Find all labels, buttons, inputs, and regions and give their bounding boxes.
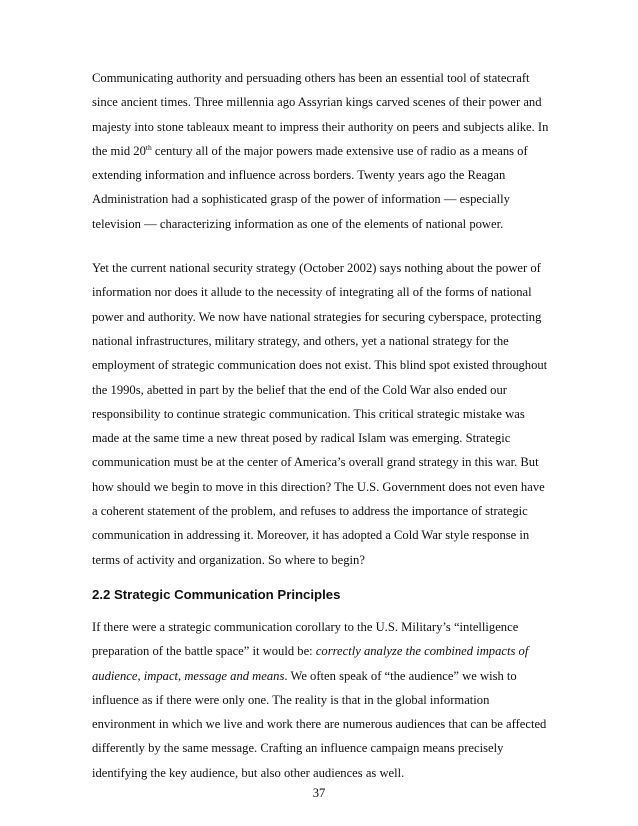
emphasized-text: correctly analyze the combined impacts of audience, impact, message and means <box>92 644 529 683</box>
paragraph-text: Communicating authority and persuading others has been an essential tool of statecraft since ancient times. Three millennia ago Assyrian kings carved scenes of their power and majesty into stone tableaux meant to impress their authority on peers and subjects alike. In the mid 20 <box>92 71 549 158</box>
paragraph-spacer <box>92 236 550 256</box>
paragraph-principles <box>92 615 550 785</box>
document-body <box>92 66 550 785</box>
paragraph-text: century all of the major powers made extensive use of radio as a means of extending information and influence across borders. Twenty years ago the Reagan Administration had a sophisticated grasp of the power of information — especially television — characterizing information as one of the elements of national power. <box>92 143 528 231</box>
paragraph-national-security-strategy: Yet the current national security strategy (October 2002) says nothing about the power of information nor does it allude to the necessity of integrating all of the forms of national power and authority. We now have national strategies for securing cyberspace, protecting national infrastructures, military strategy, and others, yet a national strategy for the employment of strategic communication does not exist. This blind spot existed throughout the 1990s, abetted in part by the belief that the end of the Cold War also ended our responsibility to continue strategic communication. This critical strategic mistake was made at the same time a new threat posed by radical Islam was emerging. Strategic communication must be at the center of America’s overall grand strategy in this war. But how should we begin to move in this direction? The U.S. Government does not even have a coherent statement of the problem, and refuses to address the importance of strategic communication in addressing it. Moreover, it has adopted a Cold War style response in terms of activity and organization. So where to begin? <box>92 261 548 567</box>
paragraph-statecraft <box>92 66 550 236</box>
paragraph-text: . We often speak of “the audience” we wish to influence as if there were only one. The reality is that in the global information environment in which we live and work there are numerous audiences that can be affected differently by the same message. Crafting an influence campaign means precisely identifying the key audience, but also other audiences as well. <box>92 668 547 780</box>
page-number: 37 <box>312 786 326 800</box>
superscript-ordinal: th <box>145 142 152 152</box>
paragraph-text: If there were a strategic communication corollary to the U.S. Military’s “intelligence preparation of the battle space” it would be: <box>92 619 519 659</box>
section-heading: 2.2 Strategic Communication Principles <box>92 586 341 602</box>
